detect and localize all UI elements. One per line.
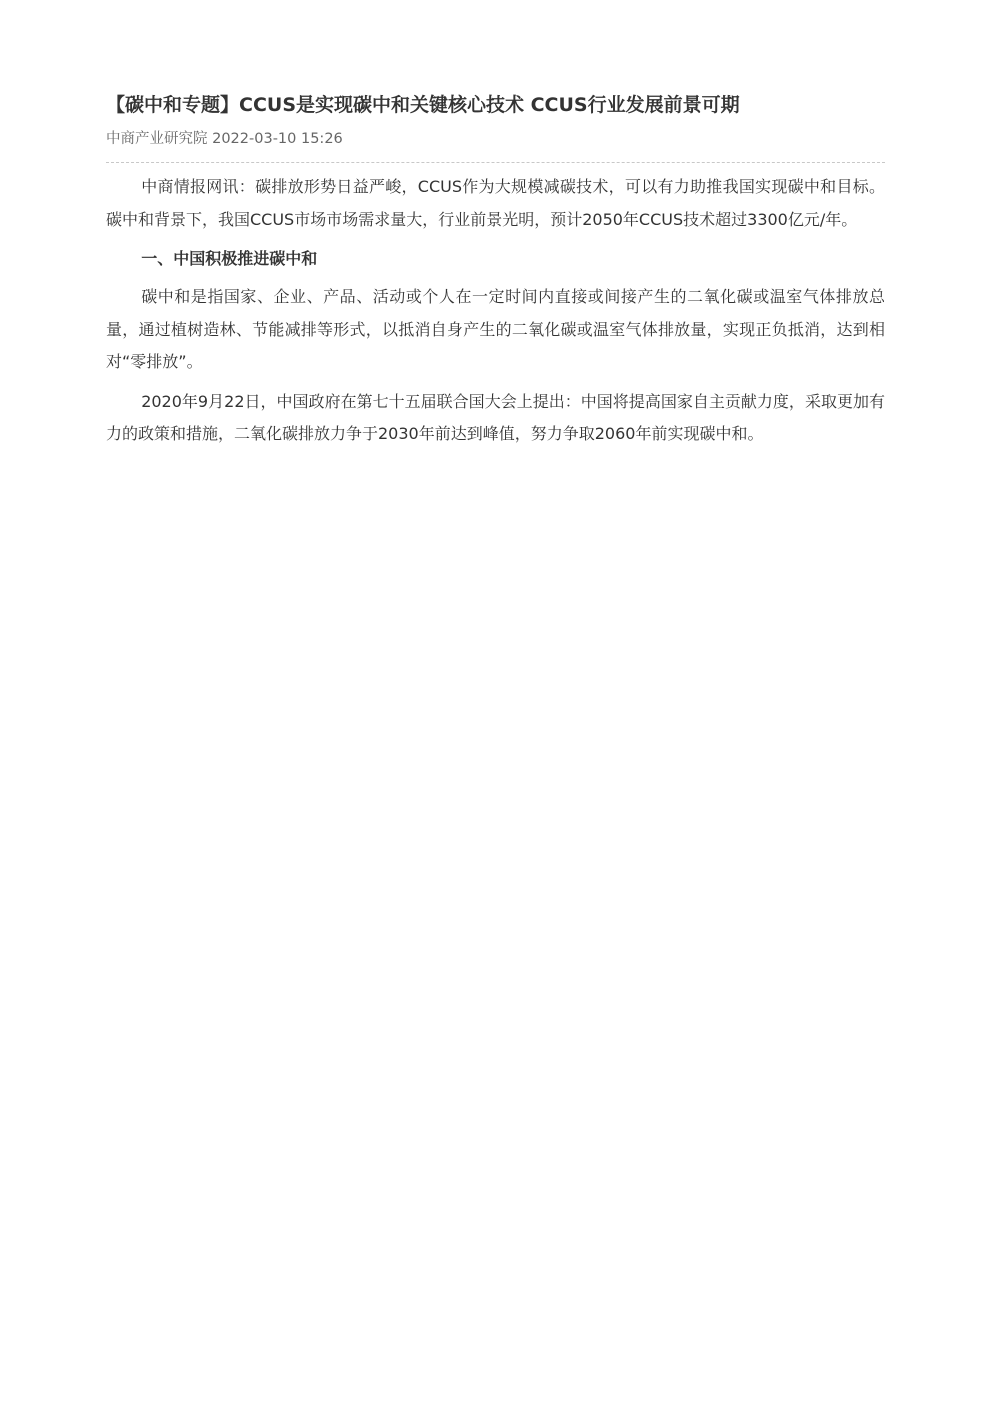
article-body xyxy=(106,171,885,451)
article-datetime: 2022-03-10 15:26 xyxy=(212,131,343,147)
title-divider xyxy=(106,162,885,163)
article-meta xyxy=(106,128,885,150)
paragraph-intro: 中商情报网讯：碳排放形势日益严峻，CCUS作为大规模减碳技术，可以有力助推我国实现碳中和目标。碳中和背景下，我国CCUS市场市场需求量大，行业前景光明，预计2050年CCUS技术超过3300亿元/年。 xyxy=(106,177,885,229)
paragraph-commitment: 2020年9月22日，中国政府在第七十五届联合国大会上提出：中国将提高国家自主贡献力度，采取更加有力的政策和措施，二氧化碳排放力争于2030年前达到峰值，努力争取2060年前实现碳中和。 xyxy=(106,391,885,443)
article xyxy=(106,88,885,458)
article-title: 【碳中和专题】CCUS是实现碳中和关键核心技术 CCUS行业发展前景可期 xyxy=(106,94,740,116)
paragraph-definition: 碳中和是指国家、企业、产品、活动或个人在一定时间内直接或间接产生的二氧化碳或温室气体排放总量，通过植树造林、节能减排等形式，以抵消自身产生的二氧化碳或温室气体排放量，实现正负抵消，达到相对“零排放”。 xyxy=(106,287,885,371)
article-source: 中商产业研究院 xyxy=(106,131,208,147)
section-heading: 一、中国积极推进碳中和 xyxy=(141,249,318,268)
